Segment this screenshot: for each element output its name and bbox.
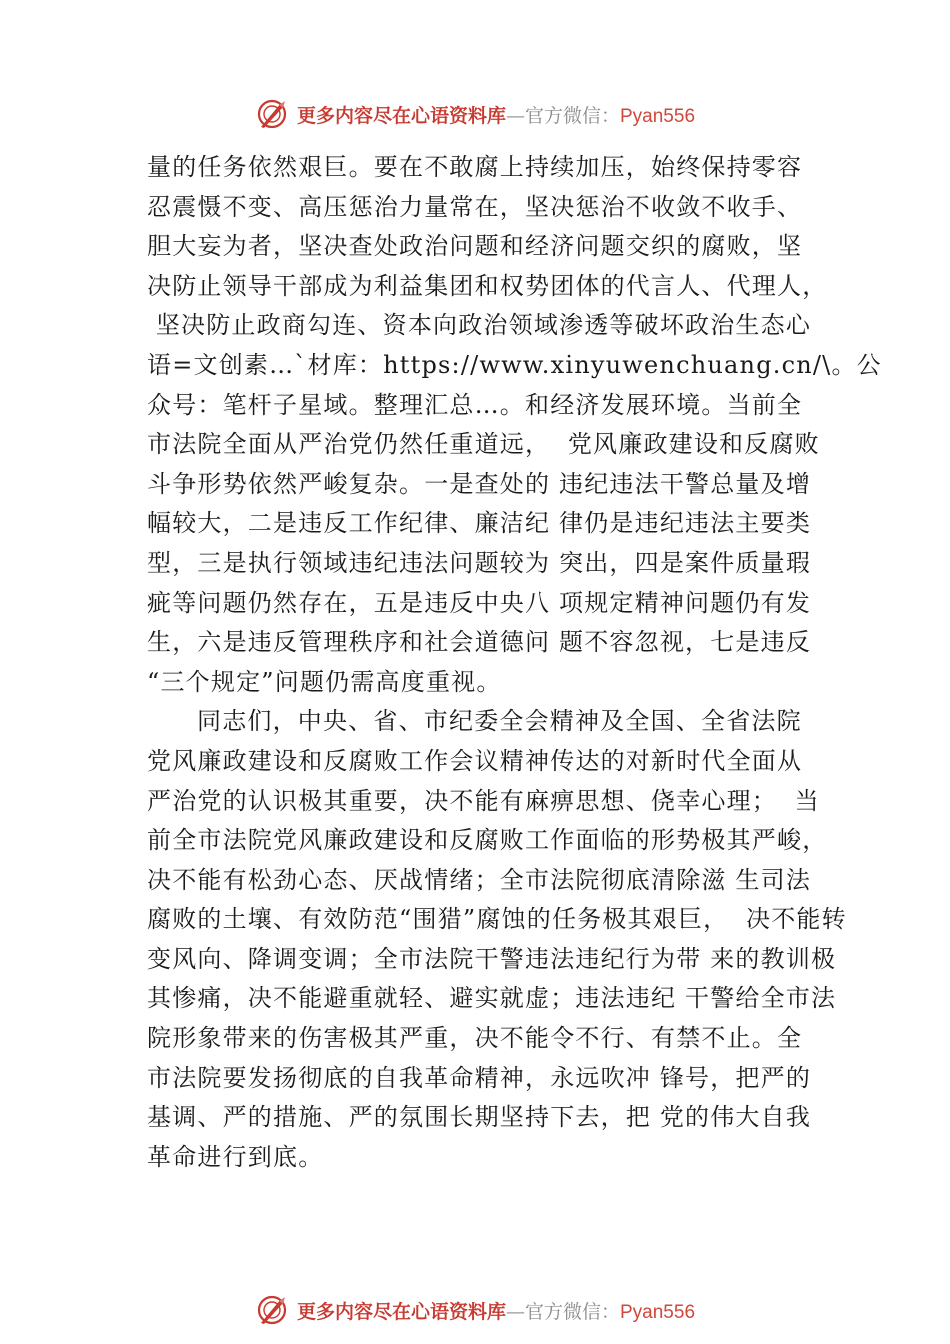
- watermark-account: Pyan556: [620, 105, 696, 127]
- quill-pen-seal-icon: [255, 1293, 289, 1327]
- body-line: 众号：笔杆子星域。整理汇总…。和经济发展环境。当前全: [147, 390, 803, 419]
- body-line: 前全市法院党风廉政建设和反腐败工作面临的形势极其严峻，: [147, 826, 828, 855]
- body-line: 严治党的认识极其重要，决不能有麻痹思想、侥幸心理； 当: [147, 786, 820, 815]
- body-line: 生，六是违反管理秩序和社会道德问 题不容忽视，七是违反: [147, 628, 812, 657]
- body-line: 腐败的土壤、有效防范“围猎”腐蚀的任务极其艰巨， 决不能转: [147, 905, 847, 934]
- watermark-text: [297, 101, 695, 128]
- quill-pen-seal-icon: [255, 97, 289, 131]
- watermark-header: [0, 94, 950, 134]
- body-line: 语=文创素…`材库：https://www.xinyuwenchuang.cn/\。公: [147, 350, 882, 379]
- body-line: 疵等问题仍然存在，五是违反中央八 项规定精神问题仍有发: [147, 588, 812, 617]
- body-line: 型，三是执行领域违纪违法问题较为 突出，四是案件质量瑕: [147, 548, 812, 577]
- body-line: 其惨痛，决不能避重就轻、避实就虚；违法违纪 干警给全市法: [147, 984, 837, 1013]
- body-line: 市法院要发扬彻底的自我革命精神，永远吹冲 锋号，把严的: [147, 1063, 812, 1092]
- body-line: 胆大妄为者，坚决查处政治问题和经济问题交织的腐败，坚: [147, 232, 803, 261]
- body-line: 决防止领导干部成为利益集团和权势团体的代言人、代理人，: [147, 271, 828, 300]
- body-line: 斗争形势依然严峻复杂。一是查处的 违纪违法干警总量及增: [147, 469, 812, 498]
- watermark-gray-text: 官方微信：: [524, 1300, 620, 1323]
- body-line: “三个规定”问题仍需高度重视。: [147, 667, 502, 696]
- body-line: 院形象带来的伤害极其严重，决不能令不行、有禁不止。全: [147, 1024, 803, 1053]
- watermark-footer: [0, 1290, 950, 1330]
- watermark-dash: —: [505, 104, 525, 127]
- watermark-red-text: 更多内容尽在心语资料库: [296, 1300, 506, 1323]
- watermark-text: [297, 1297, 695, 1324]
- document-body: [147, 148, 882, 1177]
- body-line: 幅较大，二是违反工作纪律、廉洁纪 律仍是违纪违法主要类: [147, 509, 812, 538]
- body-line: 革命进行到底。: [147, 1142, 324, 1171]
- body-line: 坚决防止政商勾连、资本向政治领域渗透等破坏政治生态心: [147, 311, 812, 340]
- body-line: 量的任务依然艰巨。要在不敢腐上持续加压，始终保持零容: [147, 153, 803, 181]
- paragraph-first-line: 同志们，中央、省、市纪委全会精神及全国、全省法院: [197, 707, 802, 736]
- watermark-dash: —: [505, 1300, 525, 1323]
- watermark-red-text: 更多内容尽在心语资料库: [296, 104, 506, 127]
- body-line: 党风廉政建设和反腐败工作会议精神传达的对新时代全面从: [147, 746, 803, 775]
- body-line: 决不能有松劲心态、厌战情绪；全市法院彻底清除滋 生司法: [147, 865, 812, 894]
- body-line: 忍震慑不变、高压惩治力量常在，坚决惩治不收敛不收手、: [147, 192, 803, 221]
- body-line: 基调、严的措施、严的氛围长期坚持下去，把 党的伟大自我: [147, 1103, 812, 1132]
- watermark-gray-text: 官方微信：: [524, 104, 620, 127]
- body-line: 市法院全面从严治党仍然任重道远， 党风廉政建设和反腐败: [147, 430, 820, 459]
- watermark-account: Pyan556: [620, 1301, 696, 1323]
- body-line: 变风向、降调变调；全市法院干警违法违纪行为带 来的教训极: [147, 944, 837, 973]
